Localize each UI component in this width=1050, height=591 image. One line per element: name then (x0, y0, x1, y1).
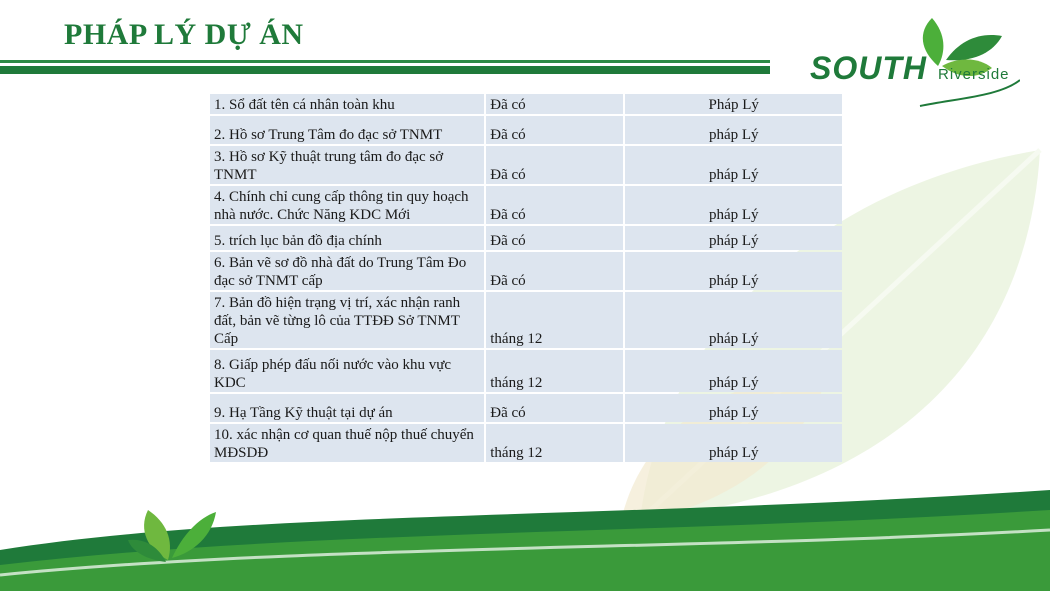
type-cell: pháp Lý (623, 186, 842, 224)
table-row (210, 146, 842, 184)
table-row (210, 186, 842, 224)
status-cell: tháng 12 (484, 424, 623, 462)
status-cell: Đã có (484, 186, 623, 224)
table-row (210, 116, 842, 144)
status-cell: Đã có (484, 252, 623, 290)
table-row (210, 350, 842, 392)
table-row (210, 252, 842, 290)
legal-status-table (210, 92, 842, 464)
table-row (210, 226, 842, 250)
title-divider-thick (0, 66, 770, 74)
type-cell: pháp Lý (623, 292, 842, 348)
item-cell: 1. Sổ đất tên cá nhân toàn khu (210, 94, 484, 114)
item-cell: 4. Chính chỉ cung cấp thông tin quy hoạch nhà nước. Chức Năng KDC Mới (210, 186, 484, 224)
item-cell: 7. Bản đồ hiện trạng vị trí, xác nhận ranh đất, bản vẽ từng lô của TTĐĐ Sở TNMT Cấp (210, 292, 484, 348)
item-cell: 3. Hồ sơ Kỹ thuật trung tâm đo đạc sở TNMT (210, 146, 484, 184)
status-cell: tháng 12 (484, 350, 623, 392)
item-cell: 2. Hồ sơ Trung Tâm đo đạc sở TNMT (210, 116, 484, 144)
type-cell: Pháp Lý (623, 94, 842, 114)
type-cell: pháp Lý (623, 116, 842, 144)
table-row (210, 292, 842, 348)
item-cell: 5. trích lục bản đồ địa chính (210, 226, 484, 250)
type-cell: pháp Lý (623, 252, 842, 290)
title-divider-thin (0, 60, 770, 63)
item-cell: 6. Bản vẽ sơ đồ nhà đất do Trung Tâm Đo đạc sở TNMT cấp (210, 252, 484, 290)
table-row (210, 424, 842, 462)
status-cell: Đã có (484, 94, 623, 114)
type-cell: pháp Lý (623, 424, 842, 462)
status-cell: Đã có (484, 394, 623, 422)
page-title: PHÁP LÝ DỰ ÁN (64, 18, 304, 51)
status-cell: Đã có (484, 146, 623, 184)
item-cell: 10. xác nhận cơ quan thuế nộp thuế chuyển MĐSDĐ (210, 424, 484, 462)
logo-subtitle-text: Riverside (938, 66, 1010, 83)
type-cell: pháp Lý (623, 146, 842, 184)
item-cell: 9. Hạ Tầng Kỹ thuật tại dự án (210, 394, 484, 422)
decorative-leaf-icon (128, 500, 218, 570)
type-cell: pháp Lý (623, 394, 842, 422)
status-cell: tháng 12 (484, 292, 623, 348)
item-cell: 8. Giấp phép đấu nối nước vào khu vực KDC (210, 350, 484, 392)
status-cell: Đã có (484, 116, 623, 144)
status-cell: Đã có (484, 226, 623, 250)
table-row (210, 94, 842, 114)
table-row (210, 394, 842, 422)
logo-brand-text: SOUTH (810, 50, 927, 86)
type-cell: pháp Lý (623, 350, 842, 392)
type-cell: pháp Lý (623, 226, 842, 250)
